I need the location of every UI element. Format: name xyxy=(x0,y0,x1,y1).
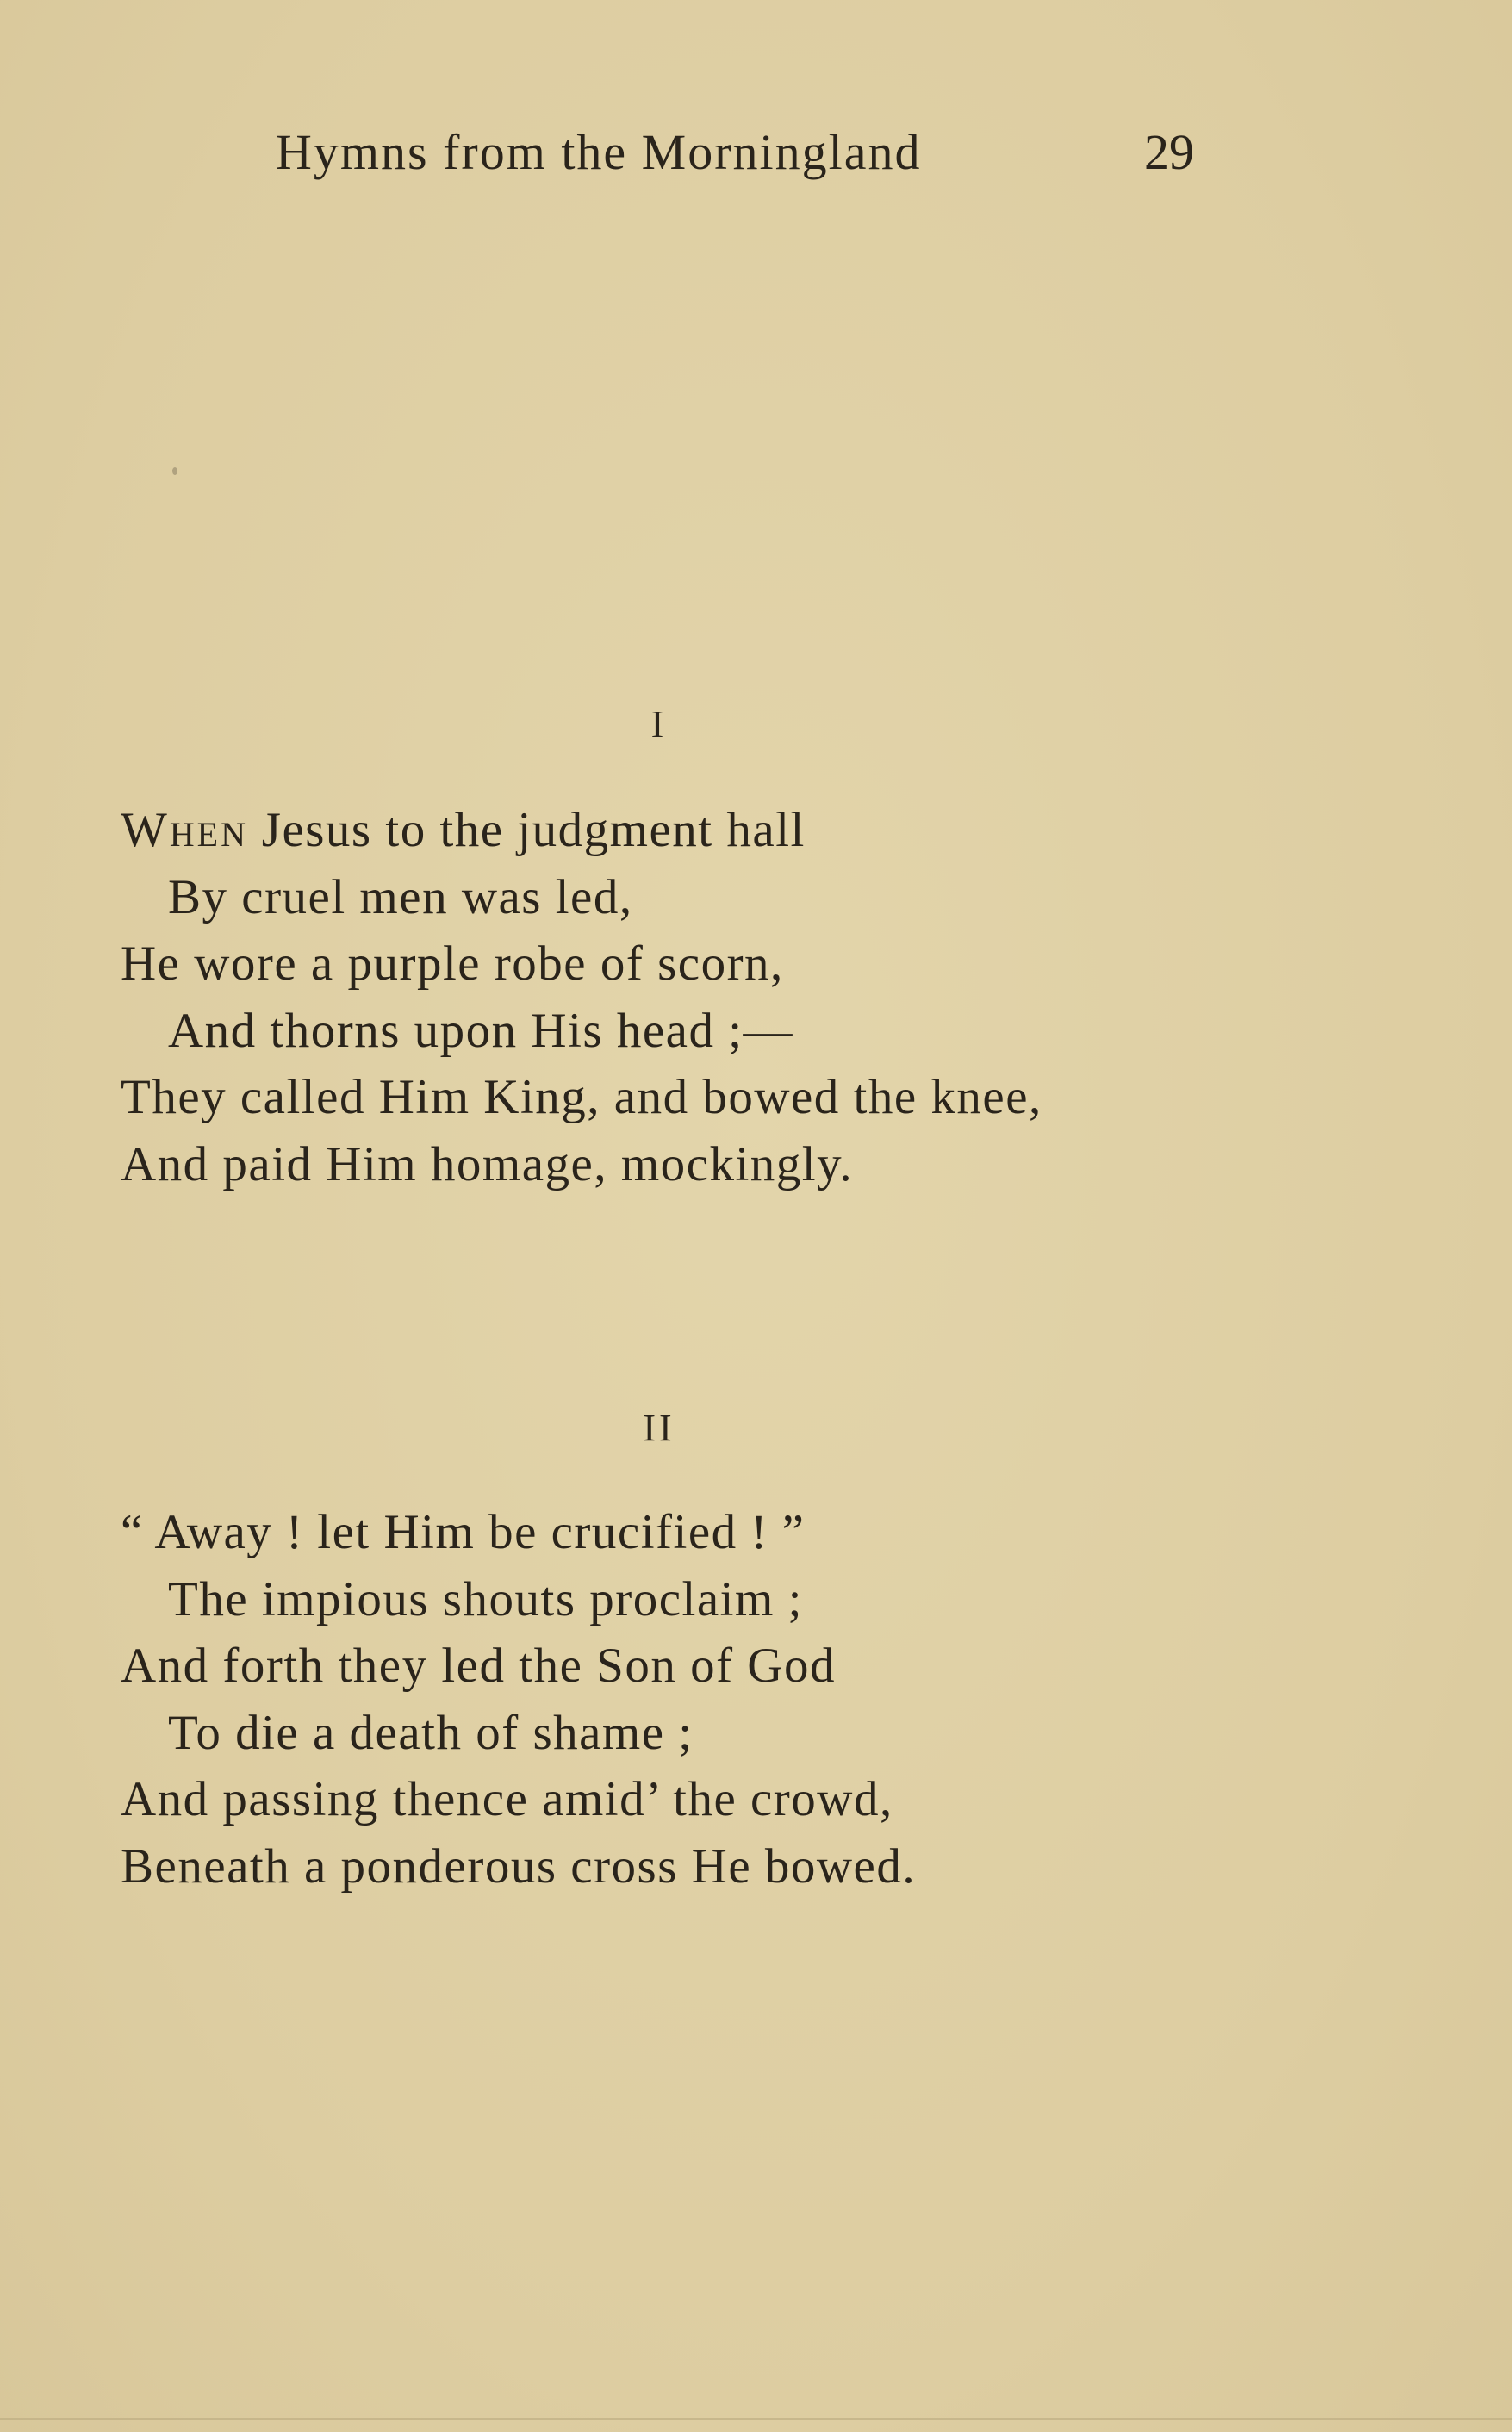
verse-line: And thorns upon His head ;— xyxy=(168,1003,794,1058)
verse-line: And forth they led the Son of God xyxy=(121,1639,836,1693)
section-numeral-2: II xyxy=(643,1407,675,1449)
running-title: Hymns from the Morningland xyxy=(276,124,922,180)
verse-line: He wore a purple robe of scorn, xyxy=(121,936,784,991)
verse-line: And paid Him homage, mockingly. xyxy=(121,1136,854,1191)
stanza-2 xyxy=(121,1499,1378,1900)
verse-line: By cruel men was led, xyxy=(168,869,633,924)
paper-speck xyxy=(172,467,177,475)
verse-line: Beneath a ponderous cross He bowed. xyxy=(121,1838,917,1894)
stanza-1 xyxy=(121,797,1378,1197)
section-numeral-1: I xyxy=(650,703,668,745)
verse-line xyxy=(121,797,1378,864)
page-bottom-edge xyxy=(0,2418,1512,2420)
verse-line: The impious shouts proclaim ; xyxy=(168,1571,803,1627)
verse-line: And passing thence amid’ the crowd, xyxy=(121,1772,893,1826)
verse-line: To die a death of shame ; xyxy=(168,1705,694,1760)
verse-lead-word: When xyxy=(121,803,249,857)
page-number: 29 xyxy=(1144,124,1194,180)
verse-line: They called Him King, and bowed the knee, xyxy=(121,1070,1042,1124)
verse-line: “ Away ! let Him be crucified ! ” xyxy=(121,1505,806,1559)
verse-line-text: Jesus to the judgment hall xyxy=(248,803,806,857)
